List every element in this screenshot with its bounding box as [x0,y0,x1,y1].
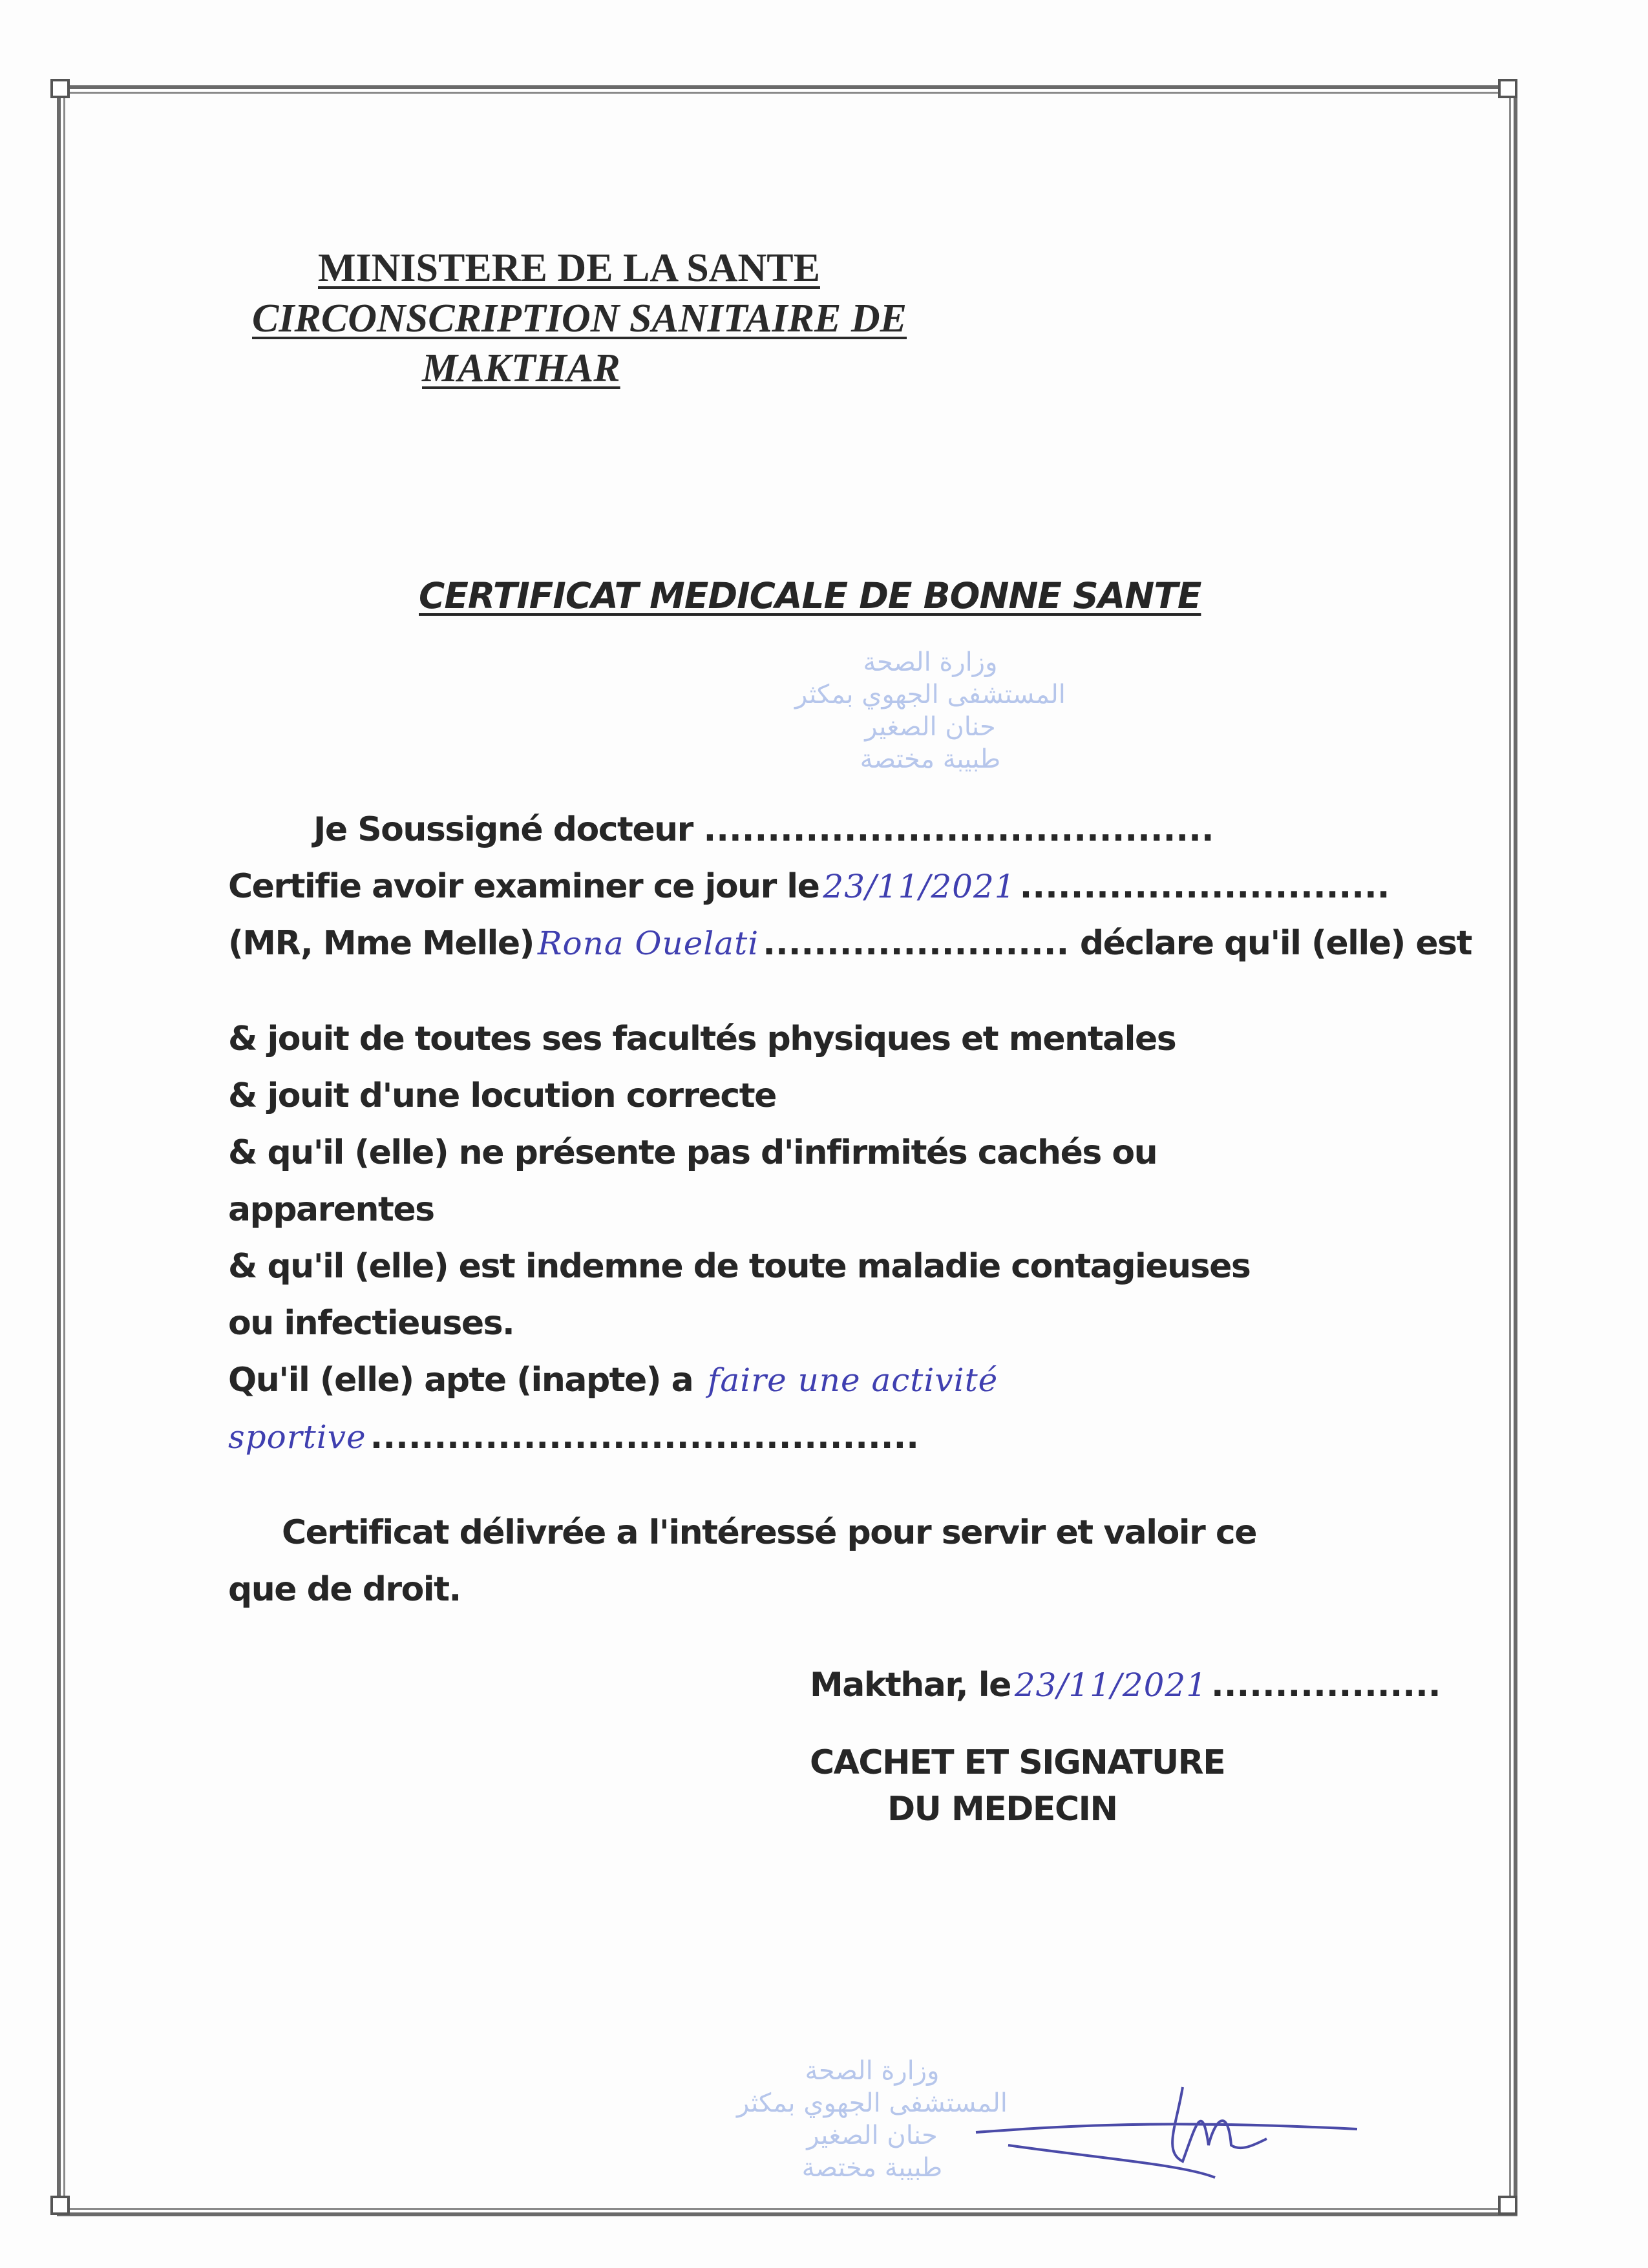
delivery-line-cont: que de droit. [228,1570,461,1609]
place-date-line: Makthar, le 23/11/2021 .................. [810,1666,1441,1705]
exam-date-handwritten: 23/11/2021 [823,868,1016,905]
ministry-heading: MINISTERE DE LA SANTE [318,246,820,290]
place-date-handwritten: 23/11/2021 [1014,1666,1208,1704]
clause-faculties: & jouit de toutes ses facultés physiques et mentales [228,1020,1176,1058]
footer-block [228,1657,1488,1832]
signature-label-cont: DU MEDECIN [887,1790,1117,1829]
border-corner [1498,79,1517,98]
certificate-body [228,801,1488,1832]
border-corner [50,2196,70,2215]
official-stamp-top: وزارة الصحة المستشفى الجهوي بمكثر حنان الصغير طبيبة مختصة [795,647,1066,774]
clause-contagious-cont: ou infectieuses. [228,1304,514,1343]
doctor-line: Je Soussigné docteur ........................................ [313,810,1214,849]
certificate-title: CERTIFICAT MEDICALE DE BONNE SANTE [419,575,1201,616]
doctor-signature [969,2048,1370,2197]
official-stamp-bottom: وزارة الصحة المستشفى الجهوي بمكثر حنان الصغير طبيبة مختصة [737,2056,1008,2183]
clause-infirmities: & qu'il (elle) ne présente pas d'infirmités cachés ou [228,1133,1157,1172]
patient-name-handwritten: Rona Ouelati [537,925,759,962]
clause-infirmities-cont: apparentes [228,1190,434,1229]
aptitude-handwritten: faire une activité sportive [228,1361,998,1456]
aptitude-line: Qu'il (elle) apte (inapte) a faire une activité sportive ........................................... [228,1361,998,1456]
circonscription-heading: CIRCONSCRIPTION SANITAIRE DE [252,297,907,341]
patient-line: (MR, Mme Melle) Rona Ouelati ........................ déclare qu'il (elle) est [228,924,1472,963]
exam-date-line: Certifie avoir examiner ce jour le 23/11/2021 ............................. [228,867,1390,906]
signature-label: CACHET ET SIGNATURE [810,1743,1225,1782]
delivery-line: Certificat délivrée a l'intéressé pour servir et valoir ce [282,1513,1256,1552]
clause-contagious: & qu'il (elle) est indemne de toute maladie contagieuses [228,1247,1251,1286]
border-corner [50,79,70,98]
border-corner [1498,2196,1517,2215]
clause-locution: & jouit d'une locution correcte [228,1076,776,1115]
city-heading: MAKTHAR [422,346,620,390]
